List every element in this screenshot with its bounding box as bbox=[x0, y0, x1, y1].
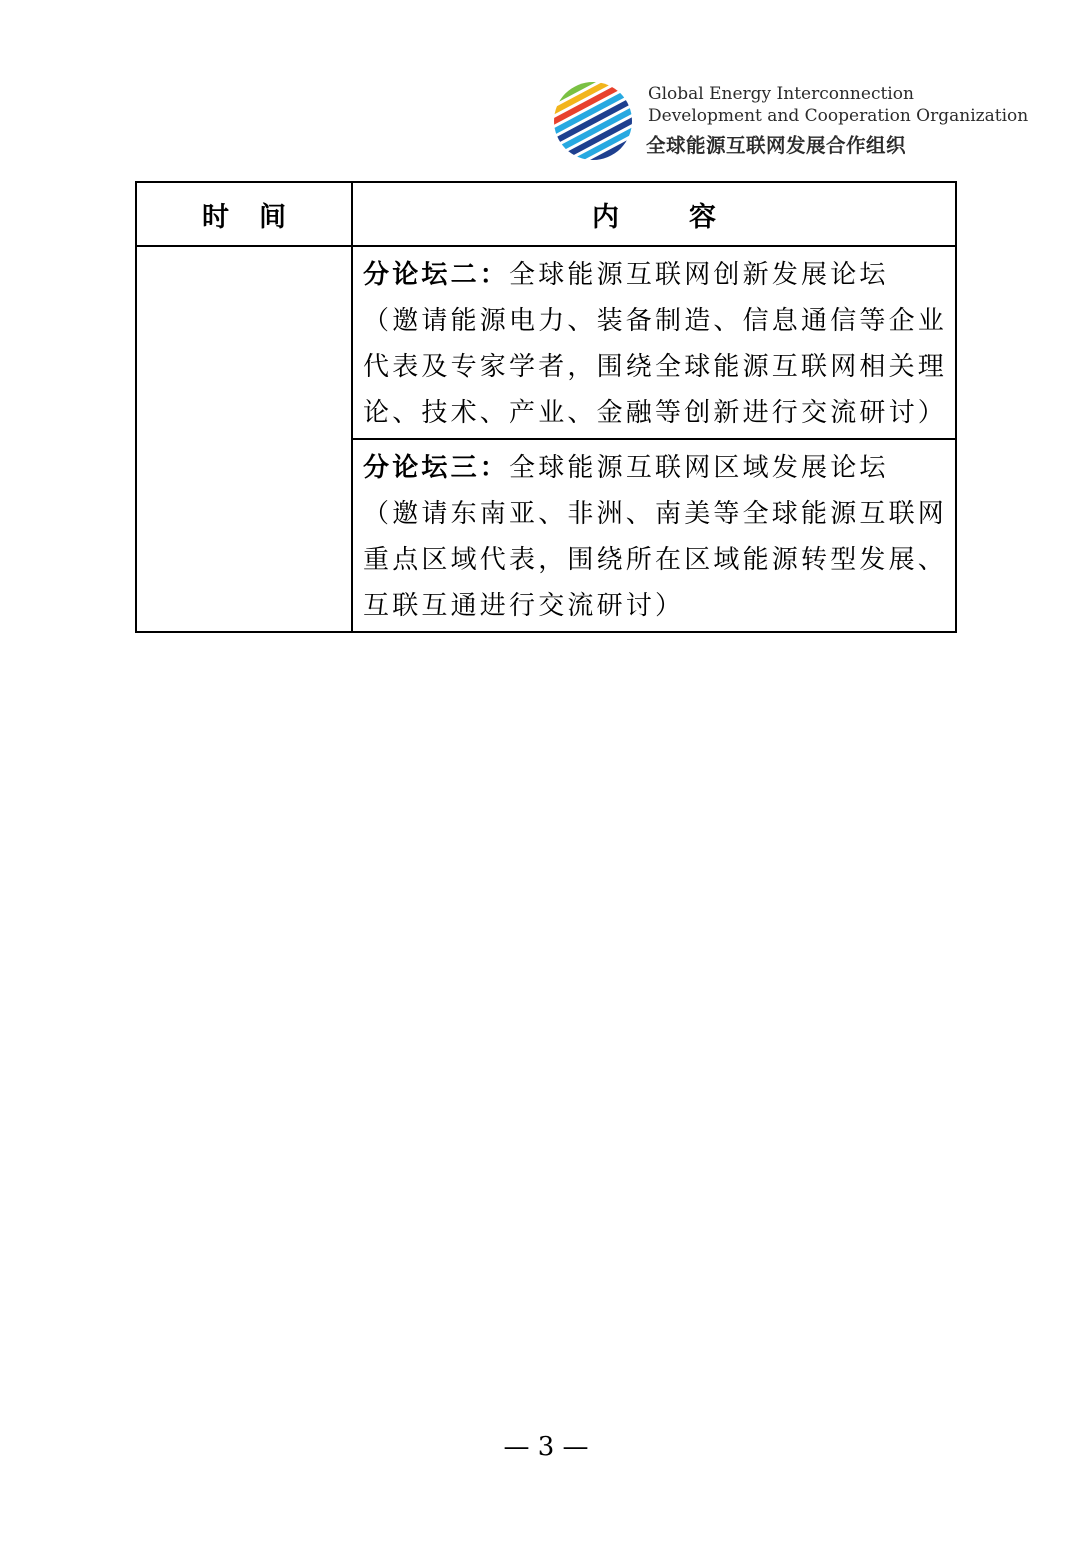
forum-description: （邀请能源电力、装备制造、信息通信等企业代表及专家学者，围绕全球能源互联网相关理论、技术、产业、金融等创新进行交流研讨） bbox=[363, 306, 948, 428]
org-name-en-line1: Global Energy Interconnection bbox=[648, 84, 914, 104]
forum-title: 全球能源互联网创新发展论坛 bbox=[509, 260, 889, 290]
column-header-time: 时间 bbox=[136, 182, 352, 246]
content-cell-forum-3 bbox=[352, 439, 956, 632]
table-header-row bbox=[136, 182, 956, 246]
forum-label: 分论坛二： bbox=[363, 260, 510, 290]
globe-stripes-icon bbox=[552, 80, 634, 162]
content-cell-forum-2 bbox=[352, 246, 956, 439]
column-header-content: 内容 bbox=[352, 182, 956, 246]
org-name-cn: 全球能源互联网发展合作组织 bbox=[646, 134, 907, 157]
schedule-table bbox=[135, 181, 957, 633]
forum-description: （邀请东南亚、非洲、南美等全球能源互联网重点区域代表，围绕所在区域能源转型发展、互联互通进行交流研讨） bbox=[363, 499, 948, 621]
time-cell bbox=[136, 246, 352, 632]
forum-label: 分论坛三： bbox=[363, 453, 510, 483]
forum-title: 全球能源互联网区域发展论坛 bbox=[509, 453, 889, 483]
page-number: — 3 — bbox=[503, 1432, 589, 1462]
org-name-en-line2: Development and Cooperation Organization bbox=[648, 106, 1029, 126]
table-row bbox=[136, 246, 956, 439]
org-logo-block bbox=[546, 70, 1029, 180]
